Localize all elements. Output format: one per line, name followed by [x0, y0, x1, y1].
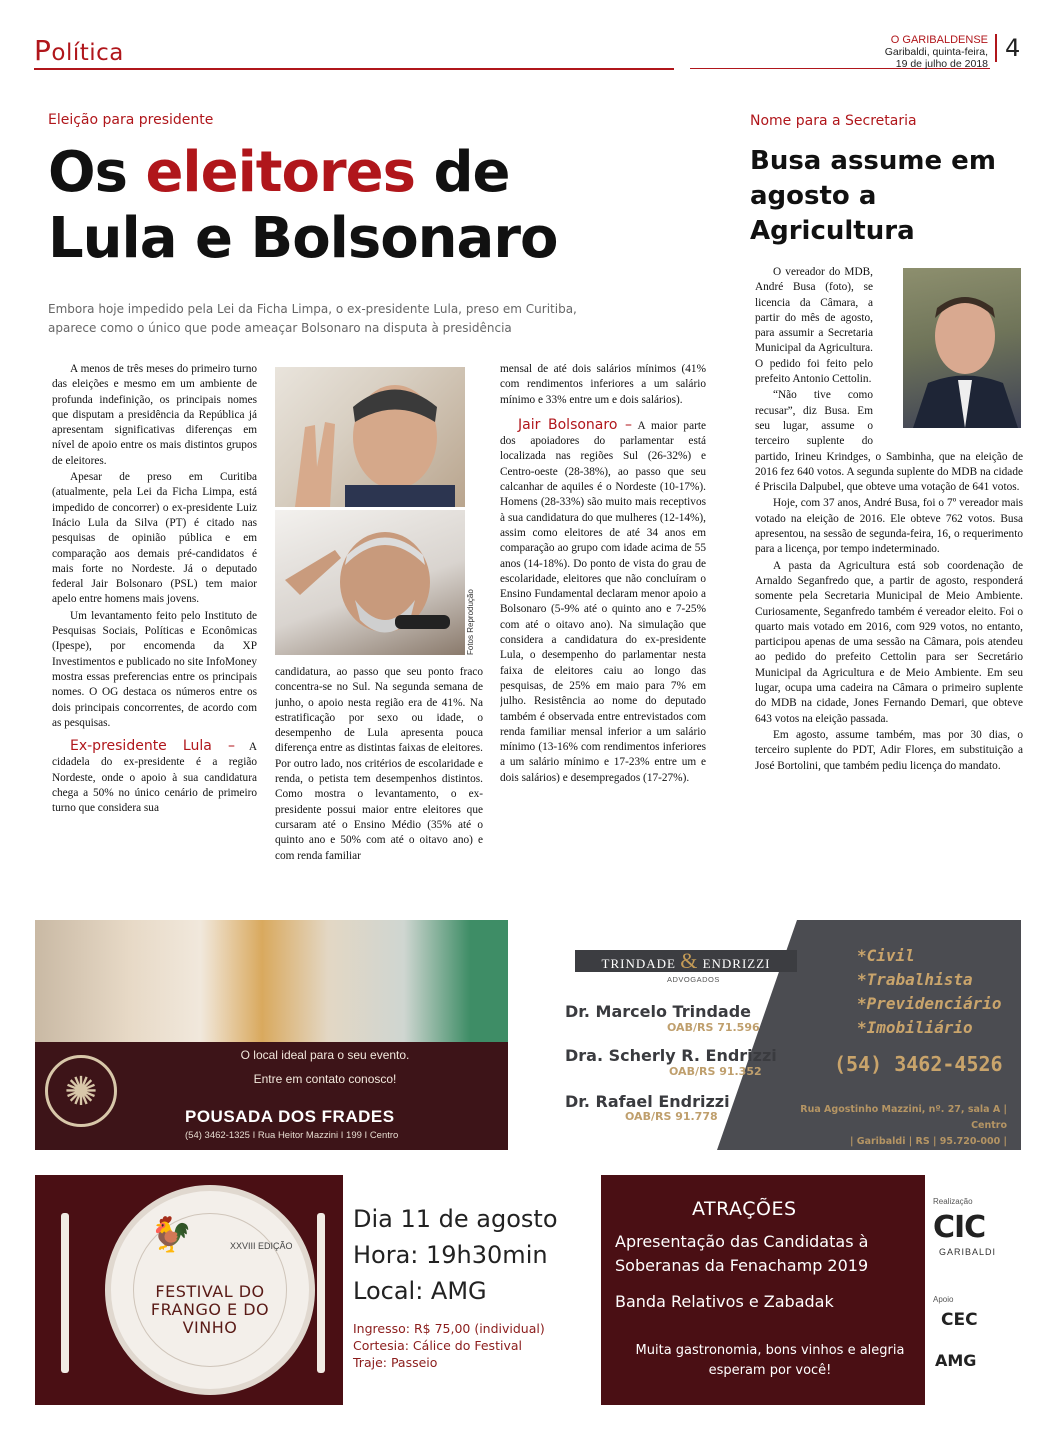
bolsonaro-text: A maior parte dos apoiadores do parlamentar está localizada nas regiões Sul (26-32%) e Centro-oeste (28-38%), ao passo que seu calcanhar de aquiles é o Nordeste (10-17%). Homens (28-33%) são muito mais receptivos à sua candidatura do que mulheres (12-14%), assim como eleitores de até 34 anos em comparação ao grupo com idade acima de 55 anos (14-18%). Do ponto de vista do grau de escolaridade, eleitores que não concluíram o Ensino Fundamental declaram menor apoio a Bolsonaro (5-9% até o quinto ano e 7-25% com até o oitavo ano). Na simulação que considera a candidatura do ex-presidente Lula, o desempenho do parlamentar nesta faixa de eleitores caiu ao longo das pesquisas, de 25% em maio para 7% em julho. Resistência ao nome do deputado também é observada entre entrevistados com renda familiar mensal inferior a um salário mínimo (13-16% com rendimentos inferiores a um salário mínimo e 17-23% entre um e dois salários) e desempregados (17-27%). [500, 419, 706, 784]
paragraph: Um levantamento feito pelo Instituto de Pesquisas Sociais, Políticas e Econômicas (Ipespe), por encomenda da XP Investimentos e publicado no site InfoMoney mostra essas preferencias entre os principais nomes. O OG destaca os números entre os dois principais concorrentes, de acordo com as pesquisas. [52, 609, 257, 729]
ad-pousada-line1: O local ideal para o seu evento. [240, 1048, 410, 1062]
rooster-icon: 🐓 [150, 1217, 193, 1254]
headline-highlight: eleitores [145, 140, 415, 205]
cic-subtitle: GARIBALDI [939, 1247, 997, 1257]
lawyer-oab: OAB/RS 91.352 [669, 1065, 762, 1078]
apoio-label: Apoio [933, 1295, 954, 1304]
paper-info [885, 34, 988, 70]
dateline-2: 19 de julho de 2018 [895, 58, 988, 70]
lawyer-name: Dr. Marcelo Trindade [565, 1002, 752, 1021]
lawyer-oab: OAB/RS 71.596 [667, 1021, 760, 1034]
bolsonaro-photo [275, 367, 465, 507]
section-title: Política [34, 34, 124, 67]
realizacao-label: Realização [933, 1197, 973, 1206]
ad-pousada-name: POUSADA DOS FRADES [185, 1107, 395, 1126]
festival-name: FESTIVAL DO FRANGO E DO VINHO [150, 1282, 270, 1337]
ad-festival[interactable] [35, 1175, 1021, 1405]
law-firm-address [767, 1102, 1007, 1150]
law-firm-phone: (54) 3462-4526 [834, 1052, 1003, 1076]
main-headline [48, 140, 628, 272]
festival-place: Local: AMG [353, 1277, 487, 1305]
lawyer-oab: OAB/RS 91.778 [625, 1110, 718, 1123]
amg-logo: AMG [935, 1351, 977, 1370]
side-kicker: Nome para a Secretaria [750, 113, 917, 129]
festival-ticket: Ingresso: R$ 75,00 (individual) [353, 1321, 545, 1336]
headline-part-2: de Lula e Bolsonaro [48, 140, 558, 271]
law-firm-address-1: Rua Agostinho Mazzini, nº. 27, sala A | Centro [800, 1104, 1007, 1131]
newspaper-name: O GARIBALDENSE [890, 34, 988, 46]
bolsonaro-paragraph [500, 418, 706, 786]
firm-subtitle: ADVOGADOS [667, 975, 720, 984]
festival-day: Dia 11 de agosto [353, 1205, 558, 1233]
article-column-1 [52, 362, 257, 892]
ad-pousada-photos [35, 920, 508, 1042]
paragraph: A pasta da Agricultura está sob coordenação de Arnaldo Seganfredo que, a partir de agosto, responderá somente pela Secretaria Municipal de Meio Ambiente. Curiosamente, Seganfredo também é vereador eleito. Foi o quarto mais votado em 2016, com 929 votos, no entanto, participou apenas de uma sessão na Câmara, pois atendeu ao pedido do prefeito Cettolin para ser Secretário Municipal da Agricultura e de Meio Ambiente. Em seu lugar, ocupa uma cadeira na Câmara o primeiro suplente do MDB na cidade, Jones Fernando Demari, que obteve 643 votos na eleição passada. [755, 559, 1023, 725]
article-column-2 [275, 665, 483, 895]
paragraph: candidatura, ao passo que seu ponto fraco concentra-se no Sul. Na segunda semana de junho, o apoio nesta região era de 41%. Na estratificação por sexo ou idade, o desempenho de Lula apresenta pouca diferença entre as distintas faixas de eleitores. Por outro lado, nos critérios de escolaridade e renda, o petista tem desempenhos distintos. Como mostra o levantamento, o ex-presidente possui maior entre eleitores que cursaram até o Ensino Médio (35% até o quinto ano e 50% com até o oitavo ano) e com renda familiar [275, 666, 483, 862]
side-title: Busa assume em agosto a Agricultura [750, 146, 996, 246]
festival-edition: XXVIII EDIÇÃO [230, 1241, 293, 1251]
photo-wrap-space [873, 265, 1023, 435]
dateline-1: Garibaldi, quinta-feira, [884, 46, 988, 58]
firm-ampersand: & [680, 948, 699, 973]
lula-paragraph [52, 739, 257, 816]
paragraph: A menos de três meses do primeiro turno das eleições e mesmo em um ambiente de profunda indefinição, os principais nomes que disputam a presidência da República já apresentam significativas diferenças em nível de apoio entre os mais distintos grupos de eleitores. [52, 363, 257, 467]
page-number: 4 [995, 34, 1020, 62]
bolsonaro-runin: Jair Bolsonaro – [518, 416, 633, 433]
ad-pousada-address: (54) 3462-1325 I Rua Heitor Mazzini I 199 I Centro [185, 1130, 399, 1141]
rosette-icon: ✺ [45, 1055, 117, 1127]
ad-pousada-line2: Entre em contato conosco! [253, 1072, 397, 1086]
festival-attire: Traje: Passeio [353, 1355, 438, 1370]
attractions-title: ATRAÇÕES [692, 1198, 797, 1220]
firm-name-a: TRINDADE [601, 956, 676, 971]
lawyer-name: Dra. Scherly R. Endrizzi [565, 1046, 777, 1065]
paragraph: Em agosto, assume também, mas por 30 dias, o terceiro suplente do PDT, Adir Flores, em substituição a José Bortolini, que também pediu licença do mandato. [755, 728, 1023, 772]
attraction-2: Banda Relativos e Zabadak [615, 1292, 834, 1311]
headline-part-1: Os [48, 140, 146, 205]
photo-credit: Fotos Reprodução [466, 589, 475, 655]
practice-area: *Trabalhista [857, 970, 973, 989]
main-kicker: Eleição para presidente [48, 112, 214, 128]
practice-area: *Imobiliário [857, 1018, 973, 1037]
festival-hour: Hora: 19h30min [353, 1241, 548, 1269]
festival-courtesy: Cortesia: Cálice do Festival [353, 1338, 522, 1353]
main-subhead: Embora hoje impedido pela Lei da Ficha Limpa, o ex-presidente Lula, preso em Curitiba, aparece como o único que pode ameaçar Bolsonaro na disputa à presidência [48, 302, 577, 335]
knife-icon [317, 1213, 325, 1373]
ad-pousada[interactable] [35, 920, 508, 1150]
lula-runin: Ex-presidente Lula – [70, 738, 235, 755]
lawyer-name: Dr. Rafael Endrizzi [565, 1092, 730, 1111]
side-article-body [755, 265, 1023, 895]
paragraph: Hoje, com 37 anos, André Busa, foi o 7º vereador mais votado na eleição de 2016. Ele obteve 762 votos. Busa apresentou, na sessão de segunda-feira, 16, o requerimento para a licença, por tempo indeterminado. [755, 497, 1023, 556]
header-rule-left [34, 68, 674, 70]
paragraph: mensal de até dois salários mínimos (41% com rendimentos inferiores a um salário mínimo e 33% entre um e dois salários). [500, 363, 706, 406]
paragraph: O vereador do MDB, André Busa (foto), se licencia da Câmara, a partir do mês de agosto, para assumir a Secretaria Municipal da Agricultura. O pedido foi feito pelo prefeito Antonio Cettolin. [755, 266, 873, 386]
lula-photo [275, 510, 465, 655]
paragraph: “Não tive como recusar”, diz Busa. Em seu lugar, assume o terceiro suplente do partido, Irineu Krindges, o Sambinha, que na eleição de 2016 fez 640 votos. A segunda suplente do MDB na cidade é Priscila Dalpubel, que obteve uma votação de 641 votos. [755, 389, 1023, 494]
firm-name-b: ENDRIZZI [702, 956, 771, 971]
law-firm-logo [575, 950, 797, 972]
ad-law-firm[interactable] [547, 920, 1021, 1150]
article-column-3 [500, 362, 706, 894]
attraction-1: Apresentação das Candidatas à Soberanas da Fenachamp 2019 [615, 1232, 869, 1275]
festival-tagline: Muita gastronomia, bons vinhos e alegria esperam por você! [635, 1343, 905, 1378]
fork-icon [61, 1213, 69, 1373]
cic-logo: CIC [933, 1210, 986, 1245]
paragraph: Apesar de preso em Curitiba (atualmente, pela Lei da Ficha Limpa, está impedido de concorrer) o ex-presidente Luiz Inácio Lula da Silva (PT) é citado nas pesquisas de opinião pública e em comparação aos demais pré-candidatos é mais forte no Nordeste. Já o deputado federal Jair Bolsonaro (PSL) tem maior apelo entre homens mais jovens. [52, 471, 257, 606]
law-firm-address-2: | Garibaldi | RS | 95.720-000 | [850, 1136, 1007, 1147]
cec-logo: CEC [941, 1310, 978, 1330]
practice-area: *Previdenciário [857, 994, 1002, 1013]
practice-area: *Civil [857, 946, 915, 965]
lula-text: A cidadela do ex-presidente é a região Nordeste, onde o apoio à sua candidatura chega a 50% no único cenário de primeiro turno que considera sua [52, 741, 257, 815]
